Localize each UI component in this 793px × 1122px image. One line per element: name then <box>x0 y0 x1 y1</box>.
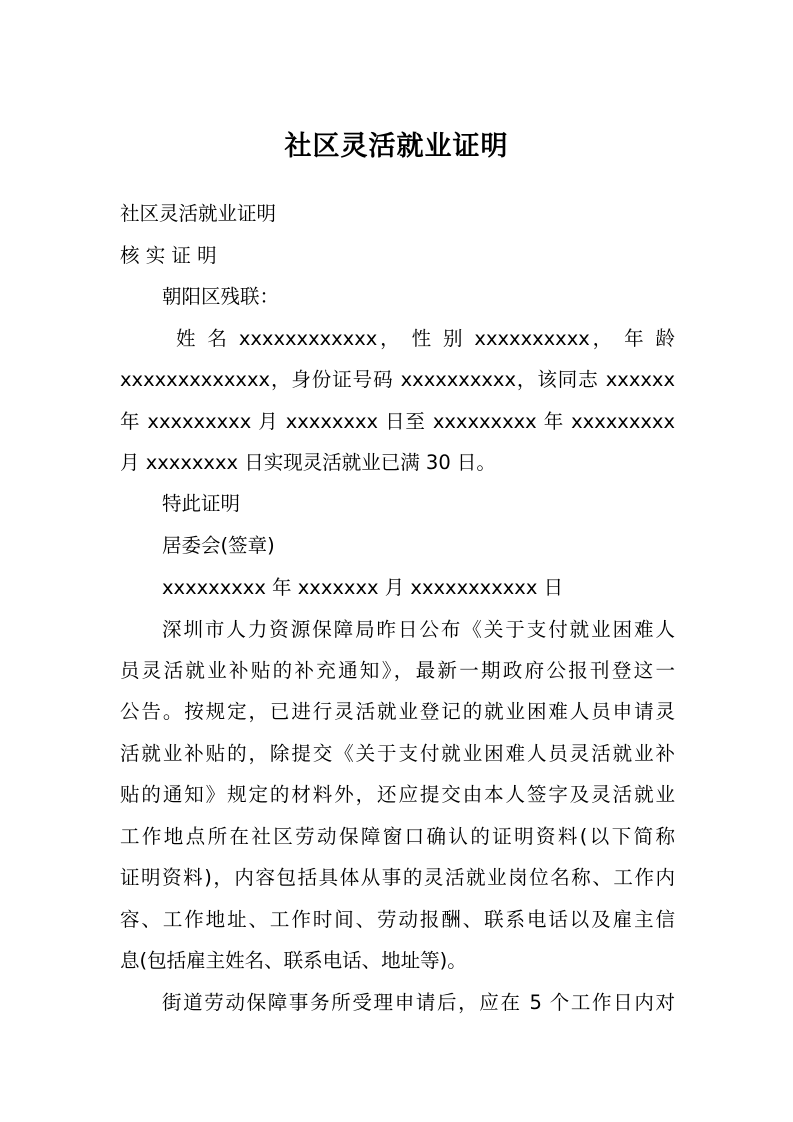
paragraph-line: 公告。按规定，已进行灵活就业登记的就业困难人员申请灵 <box>120 700 675 723</box>
closing-text: 特此证明 <box>162 492 241 515</box>
date-line: xxxxxxxxx 年 xxxxxxx 月 xxxxxxxxxxx 日 <box>162 576 564 599</box>
verification-heading: 核 实 证 明 <box>120 244 217 267</box>
paragraph-line: 街道劳动保障事务所受理申请后，应在 5 个工作日内对 <box>162 991 675 1014</box>
paragraph-line: 证明资料)，内容包括具体从事的灵活就业岗位名称、工作内 <box>120 866 675 889</box>
addressee: 朝阳区残联： <box>162 285 280 308</box>
paragraph-line: 员灵活就业补贴的补充通知》，最新一期政府公报刊登这一 <box>120 659 675 682</box>
paragraph-line: 深圳市人力资源保障局昨日公布《关于支付就业困难人 <box>162 618 675 641</box>
paragraph-line: 贴的通知》规定的材料外，还应提交由本人签字及灵活就业 <box>120 783 675 806</box>
body-line: 月 xxxxxxxx 日实现灵活就业已满 30 日。 <box>120 451 496 474</box>
paragraph-line: 活就业补贴的，除提交《关于支付就业困难人员灵活就业补 <box>120 742 675 765</box>
paragraph-line: 息(包括雇主姓名、联系电话、地址等)。 <box>120 949 467 972</box>
paragraph-line: 工作地点所在社区劳动保障窗口确认的证明资料(以下简称 <box>120 825 675 848</box>
body-line: 姓 名 xxxxxxxxxxxx， 性 别 xxxxxxxxxx， 年 龄 <box>176 327 675 350</box>
body-line: xxxxxxxxxxxxx，身份证号码 xxxxxxxxxx，该同志 xxxxxx <box>120 368 675 391</box>
body-line: 年 xxxxxxxxx 月 xxxxxxxx 日至 xxxxxxxxx 年 xxxxxxxxx <box>120 410 675 433</box>
document-title: 社区灵活就业证明 <box>284 131 509 162</box>
signature-line: 居委会(签章) <box>162 534 275 557</box>
document-subtitle: 社区灵活就业证明 <box>120 202 277 225</box>
paragraph-line: 容、工作地址、工作时间、劳动报酬、联系电话以及雇主信 <box>120 908 675 931</box>
